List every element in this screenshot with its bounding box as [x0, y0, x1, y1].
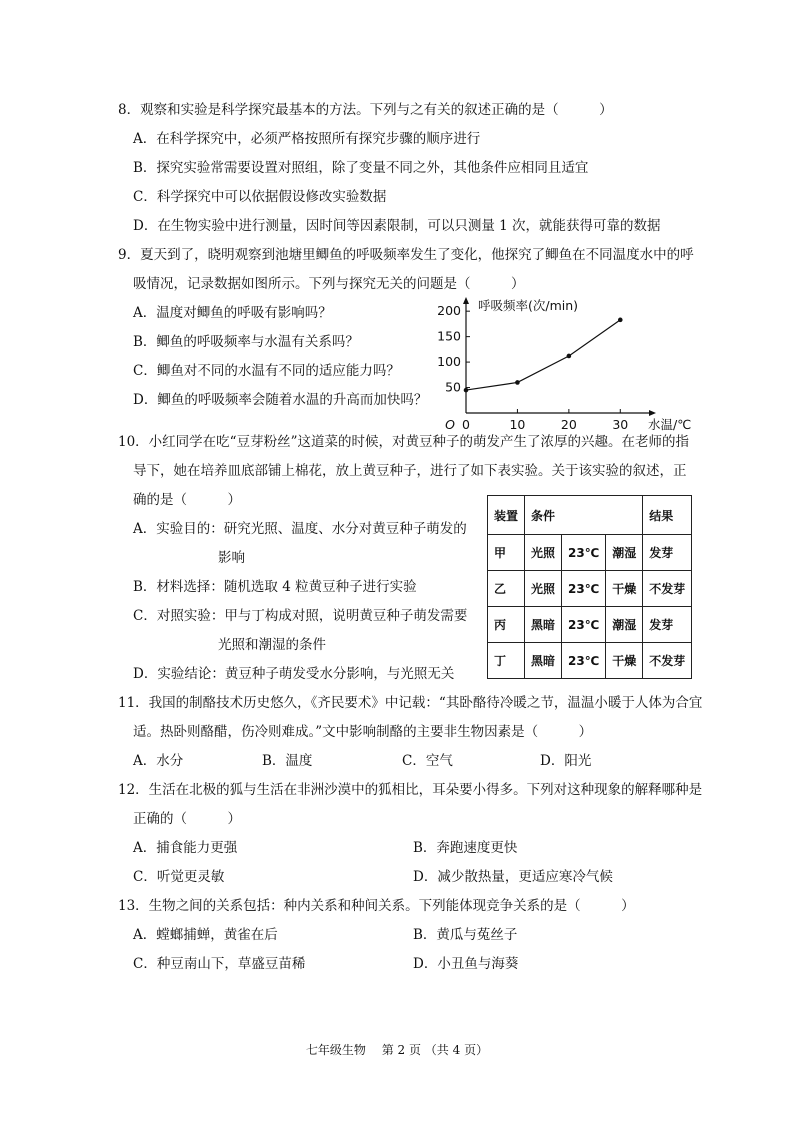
page-footer: 七年级生物 第 2 页 （共 4 页） — [305, 1043, 489, 1057]
q13-option-c: C．种豆南山下，草盛豆苗稀 — [133, 956, 306, 972]
x-axis-arrow — [649, 410, 656, 416]
series-line — [466, 320, 620, 390]
x-tick-label: 30 — [612, 417, 629, 432]
table-cell: 不发芽 — [643, 643, 692, 679]
table-cell: 光照 — [525, 571, 562, 607]
q11-option-d: D．阳光 — [540, 753, 592, 769]
x-tick-label: 20 — [560, 417, 577, 432]
q11-stem-line2: 适。热卧则酪醋，伤冷则难成。”文中影响制酪的主要非生物因素是（ ） — [133, 724, 593, 740]
respiration-chart — [424, 293, 692, 432]
y-axis-arrow — [463, 297, 469, 304]
y-tick-label: 150 — [437, 328, 461, 344]
table-row — [488, 643, 692, 679]
table-row — [488, 571, 692, 607]
q12-option-a: A．捕食能力更强 — [133, 840, 238, 856]
q9-stem-line1: 9．夏天到了，晓明观察到池塘里鲫鱼的呼吸频率发生了变化，他探究了鲫鱼在不同温度水中的呼 — [118, 247, 694, 263]
experiment-table — [487, 495, 692, 679]
table-cell: 潮湿 — [606, 535, 643, 571]
q13-option-a: A．螳螂捕蝉，黄雀在后 — [133, 927, 278, 943]
q8-option-d: D．在生物实验中进行测量，因时间等因素限制，可以只测量 1 次，就能获得可靠的数据 — [133, 218, 661, 234]
table-cell: 潮湿 — [606, 607, 643, 643]
x-tick-label: 0 — [462, 417, 470, 432]
table-row — [488, 535, 692, 571]
q12-option-c: C．听觉更灵敏 — [133, 869, 225, 885]
y-tick-label: 50 — [445, 379, 461, 395]
data-point — [515, 380, 520, 385]
table-header-row — [488, 496, 692, 535]
q10-option-a-line2: 影响 — [218, 550, 245, 566]
table-header-cell: 结果 — [643, 496, 692, 535]
table-cell: 光照 — [525, 535, 562, 571]
q11-option-c: C．空气 — [402, 753, 453, 769]
q10-option-b: B．材料选择：随机选取 4 粒黄豆种子进行实验 — [133, 579, 417, 595]
q11-option-b: B．温度 — [262, 753, 313, 769]
origin-label: O — [445, 417, 455, 432]
q10-option-d: D．实验结论：黄豆种子萌发受水分影响，与光照无关 — [133, 666, 455, 682]
q10-stem-line3: 确的是（ ） — [133, 492, 241, 508]
table-cell: 干燥 — [606, 571, 643, 607]
table-cell: 23℃ — [562, 535, 606, 571]
q9-option-b: B．鲫鱼的呼吸频率与水温有关系吗？ — [133, 334, 359, 350]
table-cell: 黑暗 — [525, 607, 562, 643]
q9-option-d: D．鲫鱼的呼吸频率会随着水温的升高而加快吗？ — [133, 392, 428, 408]
q8-stem: 8．观察和实验是科学探究最基本的方法。下列与之有关的叙述正确的是（ ） — [118, 102, 613, 118]
table-cell: 23℃ — [562, 571, 606, 607]
table-cell: 发芽 — [643, 535, 692, 571]
data-point — [567, 354, 572, 359]
table-cell: 丙 — [488, 607, 525, 643]
x-tick-label: 10 — [509, 417, 526, 432]
table-cell: 甲 — [488, 535, 525, 571]
table-cell: 干燥 — [606, 643, 643, 679]
table-cell: 23℃ — [562, 643, 606, 679]
data-point — [464, 388, 469, 393]
q12-stem-line2: 正确的（ ） — [133, 811, 241, 827]
q9-stem-line2: 吸情况，记录数据如图所示。下列与探究无关的问题是（ ） — [133, 276, 525, 292]
table-cell: 丁 — [488, 643, 525, 679]
q8-option-b: B．探究实验常需要设置对照组，除了变量不同之外，其他条件应相同且适宜 — [133, 160, 589, 176]
table-cell: 23℃ — [562, 607, 606, 643]
q10-stem-line2: 导下，她在培养皿底部铺上棉花，放上黄豆种子，进行了如下表实验。关于该实验的叙述，正 — [133, 463, 687, 479]
table-cell: 黑暗 — [525, 643, 562, 679]
q10-stem-line1: 10．小红同学在吃“豆芽粉丝”这道菜的时候，对黄豆种子的萌发产生了浓厚的兴趣。在老师的指 — [118, 434, 689, 450]
q10-option-a-line1: A．实验目的：研究光照、温度、水分对黄豆种子萌发的 — [133, 521, 467, 537]
y-tick-label: 200 — [437, 303, 461, 319]
q10-option-c-line2: 光照和潮湿的条件 — [218, 637, 326, 653]
q9-option-a: A．温度对鲫鱼的呼吸有影响吗？ — [133, 305, 332, 321]
q12-option-b: B．奔跑速度更快 — [413, 840, 518, 856]
q13-stem: 13．生物之间的关系包括：种内关系和种间关系。下列能体现竞争关系的是（ ） — [118, 898, 635, 914]
table-cell: 乙 — [488, 571, 525, 607]
table-header-cell: 装置 — [488, 496, 525, 535]
q13-option-b: B．黄瓜与菟丝子 — [413, 927, 518, 943]
q11-option-a: A．水分 — [133, 753, 184, 769]
q11-stem-line1: 11．我国的制酪技术历史悠久，《齐民要术》中记载：“其卧酪待冷暖之节，温温小暖于人体为合宜 — [118, 695, 703, 711]
y-axis-label: 呼吸频率(次/min) — [478, 298, 579, 313]
q8-option-a: A．在科学探究中，必须严格按照所有探究步骤的顺序进行 — [133, 131, 481, 147]
q12-stem-line1: 12．生活在北极的狐与生活在非洲沙漠中的狐相比，耳朵要小得多。下列对这种现象的解释哪种是 — [118, 782, 703, 798]
q10-option-c-line1: C．对照实验：甲与丁构成对照，说明黄豆种子萌发需要 — [133, 608, 468, 624]
table-cell: 不发芽 — [643, 571, 692, 607]
q8-option-c: C．科学探究中可以依据假设修改实验数据 — [133, 189, 387, 205]
q13-option-d: D．小丑鱼与海葵 — [413, 956, 519, 972]
x-axis-label: 水温/℃ — [648, 417, 692, 432]
table-cell: 发芽 — [643, 607, 692, 643]
table-row — [488, 607, 692, 643]
data-point — [618, 318, 623, 323]
table-header-cell: 条件 — [525, 496, 643, 535]
q9-option-c: C．鲫鱼对不同的水温有不同的适应能力吗？ — [133, 363, 400, 379]
y-tick-label: 100 — [437, 354, 461, 370]
q12-option-d: D．减少散热量，更适应寒冷气候 — [413, 869, 613, 885]
